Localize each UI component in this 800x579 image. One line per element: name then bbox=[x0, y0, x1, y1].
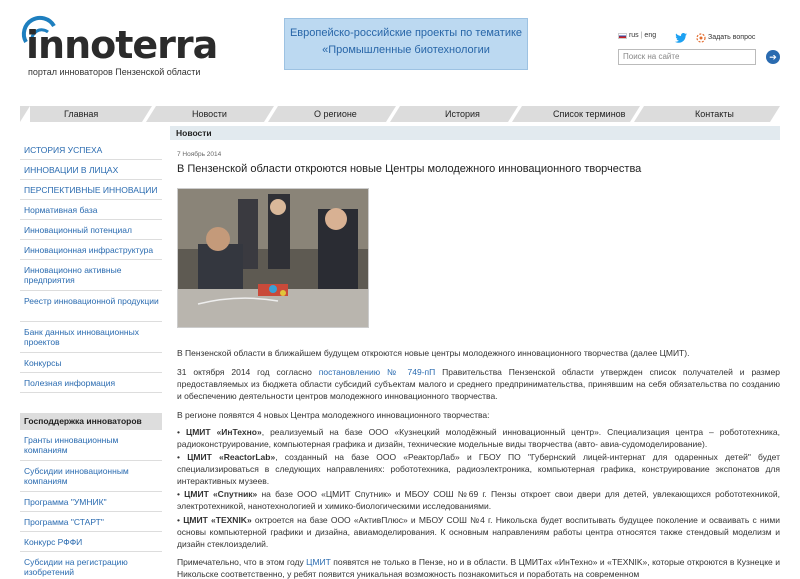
nav-home[interactable]: Главная bbox=[64, 109, 99, 119]
bullet-sputnik-text: на базе ООО «ЦМИТ Спутник» и МБОУ СОШ №69 г. Пензы откроет свои двери для детей, увлекающихся робототехникой, электротехникой, нанотехнологией и химико-биологическими исследованиями. bbox=[177, 489, 780, 511]
bullet-reactorlab-text: , созданный на базе ООО «РеакторЛаб» и ГБОУ ПО "Губернский лицей-интернат для одаренных детей" будет специализироваться в следующих направлениях: робототехника, радиоэлектроника, компьютерная графика, конструирование экспонатов для интерактивных музеев. bbox=[177, 452, 780, 486]
ask-question-icon[interactable] bbox=[696, 33, 706, 43]
nav-news[interactable]: Новости bbox=[192, 109, 227, 119]
nav-separators bbox=[20, 106, 780, 122]
header-utilities bbox=[618, 32, 788, 46]
bullet-reactorlab-title: ЦМИТ «ReactorLab» bbox=[187, 452, 276, 462]
breadcrumb: Новости bbox=[170, 126, 780, 140]
lang-en-link[interactable]: eng bbox=[644, 32, 657, 39]
sidebar-item-product-registry[interactable]: Реестр инновационной продукции bbox=[20, 291, 162, 322]
site-logo[interactable] bbox=[20, 12, 218, 77]
sidebar-section-title: Господдержка инноваторов bbox=[20, 413, 162, 430]
logo-subtitle: портал инноваторов Пензенской области bbox=[28, 67, 201, 77]
sidebar-item-regulations[interactable]: Нормативная база bbox=[20, 200, 162, 220]
bullet-sputnik: • ЦМИТ «Спутник» на базе ООО «ЦМИТ Спутник» и МБОУ СОШ №69 г. Пензы откроет свои двери для детей, увлекающихся робототехникой, электротехникой, нанотехнологией и химико-биологическими исследованиями. bbox=[177, 489, 780, 511]
paragraph-centers-intro: В регионе появятся 4 новых Центра молодежного инновационного творчества: bbox=[177, 410, 490, 420]
bullet-intechno-text: , реализуемый на базе ООО «Кузнецкий молодёжный инновационный центр». Специализация центра – робототехника, радиоконструирование, компьютерная графика и дизайн, технические модельные виды творчества (авто- авиа-судомоделирование). bbox=[177, 427, 781, 449]
paragraph-intro: В Пензенской области в ближайшем будущем откроются новые центры молодежного инновационного творчества (далее ЦМИТ). bbox=[177, 348, 690, 358]
sidebar-item-infrastructure[interactable]: Инновационная инфраструктура bbox=[20, 240, 162, 260]
logo-text: innoterra bbox=[26, 23, 218, 67]
sidebar-item-innovators[interactable]: ИННОВАЦИИ В ЛИЦАХ bbox=[20, 160, 162, 180]
photo-illustration bbox=[178, 189, 369, 328]
article-date: 7 Ноябрь 2014 bbox=[177, 151, 222, 158]
article-photo bbox=[177, 188, 369, 328]
sidebar-item-active-companies[interactable]: Инновационно активные предприятия bbox=[20, 260, 162, 291]
sidebar-item-invention-subsidies[interactable]: Субсидии на регистрацию изобретений bbox=[20, 552, 162, 579]
decree-link[interactable]: постановлению № 749-пП bbox=[318, 367, 436, 377]
bullet-sputnik-title: ЦМИТ «Спутник» bbox=[184, 489, 258, 499]
search-input[interactable]: Поиск на сайте bbox=[618, 49, 756, 65]
bullet-intechno-title: ЦМИТ «ИнТехно» bbox=[185, 427, 262, 437]
bullet-texnik-title: ЦМИТ «TEXNIK» bbox=[183, 515, 252, 525]
paragraph-decree bbox=[177, 366, 780, 402]
cmit-link[interactable]: ЦМИТ bbox=[306, 557, 331, 567]
sidebar-item-grants[interactable]: Гранты инновационным компаниям bbox=[20, 430, 162, 461]
flag-ru-icon bbox=[618, 33, 627, 39]
paragraph-note-end: появятся не только в Пензе, но и в области. В ЦМИТах «ИнТехно» и «TEXNIK», которые откроются в Кузнецке и Никольске соответственно, у ребят появится уникальная возможность познакомиться и поработать на современном bbox=[177, 557, 780, 579]
sidebar-item-subsidies[interactable]: Субсидии инновационным компаниям bbox=[20, 461, 162, 492]
banner-line-2: «Промышленные биотехнологии bbox=[322, 44, 490, 56]
sidebar-item-perspective[interactable]: ПЕРСПЕКТИВНЫЕ ИННОВАЦИИ bbox=[20, 180, 162, 200]
search-go-button[interactable]: ➔ bbox=[766, 50, 780, 64]
sidebar bbox=[20, 140, 162, 579]
sidebar-item-potential[interactable]: Инновационный потенциал bbox=[20, 220, 162, 240]
nav-history[interactable]: История bbox=[445, 109, 480, 119]
nav-region[interactable]: О регионе bbox=[314, 109, 357, 119]
sidebar-item-project-bank[interactable]: Банк данных инновационных проектов bbox=[20, 322, 162, 353]
sidebar-item-umnik[interactable]: Программа "УМНИК" bbox=[20, 492, 162, 512]
nav-glossary[interactable]: Список терминов bbox=[553, 109, 626, 119]
banner-line-1: Европейско-российские проекты по тематике bbox=[289, 27, 523, 39]
paragraph-decree-start: 31 октября 2014 год согласно bbox=[177, 367, 319, 377]
twitter-icon[interactable] bbox=[675, 33, 687, 43]
sidebar-item-success-story[interactable]: ИСТОРИЯ УСПЕХА bbox=[20, 140, 162, 160]
sidebar-item-rffi[interactable]: Конкурс РФФИ bbox=[20, 532, 162, 552]
main-nav bbox=[20, 106, 780, 122]
sidebar-item-start[interactable]: Программа "СТАРТ" bbox=[20, 512, 162, 532]
paragraph-note bbox=[177, 556, 780, 579]
bullet-texnik-text: октроется на базе ООО «АктивПлюс» и МБОУ СОШ №4 г. Никольска будет воспитывать будущее поколение и осваивать с ними основы компьютерной графики и дизайна, авиамоделирования. К основным направлениям работы центра относятся также стендовый моделизм и дизайн стеклоизделий. bbox=[177, 515, 780, 549]
bullet-intechno: • ЦМИТ «ИнТехно», реализуемый на базе ООО «Кузнецкий молодёжный инновационный центр». Специализация центра – робототехника, радиоконструирование, компьютерная графика и дизайн, технические модельные виды творчества (авто- авиа-судомоделирование). bbox=[177, 427, 781, 449]
paragraph-decree-end: Правительства Пензенской области утвержден список получателей и размер предоставляемых из бюджета области субсидий субъектам малого и среднего предпринимательства, принявшим на себя обязательства по созданию и обеспечению деятельности центров молодежного инновационного творчества. bbox=[177, 367, 780, 401]
nav-contacts[interactable]: Контакты bbox=[695, 109, 734, 119]
lang-separator: | bbox=[640, 32, 643, 39]
bullet-texnik: • ЦМИТ «TEXNIK» октроется на базе ООО «АктивПлюс» и МБОУ СОШ №4 г. Никольска будет воспитывать будущее поколение и осваивать с ними основы компьютерной графики и дизайна, авиамоделирования. К основным направлениям работы центра относятся также стендовый моделизм и дизайн стеклоизделий. bbox=[177, 515, 780, 549]
lang-ru-link[interactable]: rus bbox=[628, 32, 639, 39]
sidebar-item-useful-info[interactable]: Полезная информация bbox=[20, 373, 162, 393]
paragraph-note-start: Примечательно, что в этом году bbox=[177, 557, 307, 567]
sidebar-item-contests[interactable]: Конкурсы bbox=[20, 353, 162, 373]
article-title: В Пензенской области откроются новые Центры молодежного инновационного творчества bbox=[177, 163, 642, 175]
ask-question-link[interactable]: Задать вопрос bbox=[708, 34, 756, 41]
bullet-reactorlab: • ЦМИТ «ReactorLab», созданный на базе ООО «РеакторЛаб» и ГБОУ ПО "Губернский лицей-интернат для одаренных детей" будет специализироваться в следующих направлениях: робототехника, радиоэлектроника, компьютерная графика, конструирование экспонатов для интерактивных музеев. bbox=[177, 452, 780, 486]
promo-banner[interactable] bbox=[284, 18, 528, 70]
